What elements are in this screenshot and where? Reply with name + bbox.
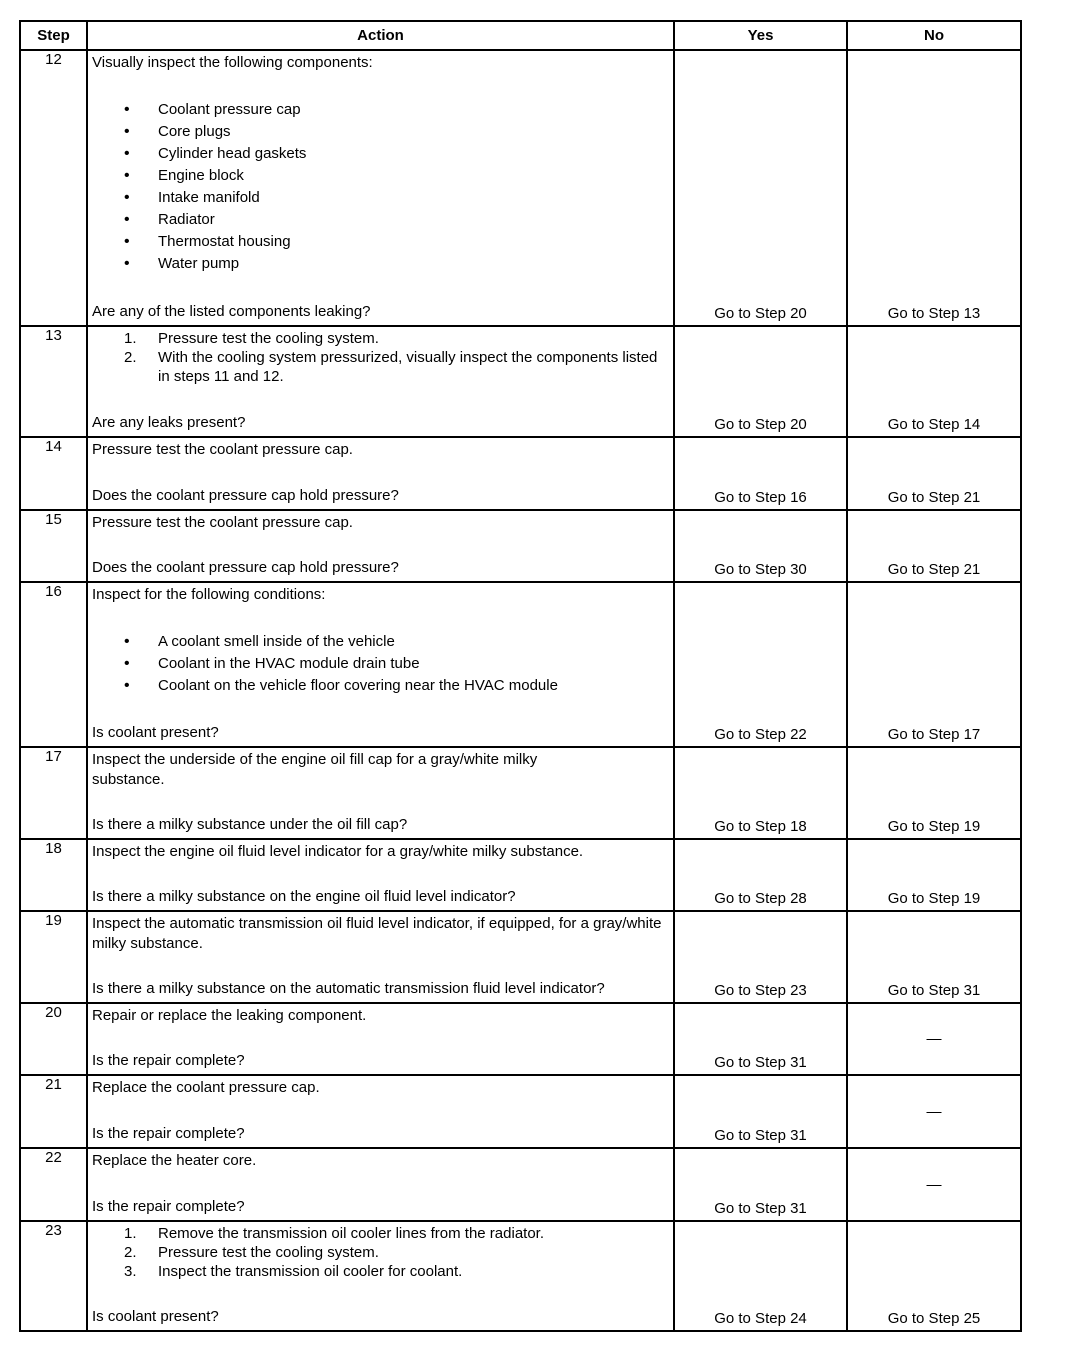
- list-item: 1. Remove the transmission oil cooler lines from the radiator.: [124, 1225, 545, 1242]
- yes-cell: [674, 1148, 847, 1221]
- yes-result: Go to Step 16: [714, 489, 807, 506]
- yes-cell: [674, 1003, 847, 1075]
- yes-result: Go to Step 31: [714, 1054, 807, 1071]
- yes-cell: [674, 326, 847, 437]
- no-cell: [847, 437, 1021, 510]
- yes-result: Go to Step 28: [714, 890, 807, 907]
- action-instruction: Repair or replace the leaking component.: [92, 1007, 367, 1024]
- yes-cell: [674, 1075, 847, 1148]
- list-item: • Coolant pressure cap: [92, 99, 673, 121]
- step-number: 23: [20, 1221, 87, 1331]
- list-item: • Water pump: [92, 253, 673, 275]
- no-result: Go to Step 21: [887, 561, 981, 578]
- action-question: Is the repair complete?: [92, 1052, 245, 1069]
- list-item: • Cylinder head gaskets: [92, 143, 673, 165]
- no-result: Go to Step 13: [887, 305, 981, 322]
- action-cell: [87, 326, 674, 437]
- yes-result: Go to Step 22: [714, 726, 807, 743]
- action-instruction: Replace the coolant pressure cap.: [92, 1079, 320, 1096]
- table-row: [20, 326, 1021, 437]
- table-row: [20, 510, 1021, 582]
- list-item: 1. Pressure test the cooling system.: [124, 330, 379, 347]
- header-step: Step: [20, 21, 87, 50]
- list-item: 2. Pressure test the cooling system.: [124, 1244, 379, 1261]
- table-row: [20, 839, 1021, 911]
- step-number: 16: [20, 582, 87, 747]
- yes-cell: [674, 1221, 847, 1331]
- action-cell: [87, 747, 674, 839]
- yes-result: Go to Step 23: [714, 982, 807, 999]
- action-question: Is there a milky substance under the oil fill cap?: [92, 816, 408, 833]
- step-number: 19: [20, 911, 87, 1003]
- header-yes: Yes: [674, 21, 847, 50]
- header-no: No: [847, 21, 1021, 50]
- no-cell: [847, 839, 1021, 911]
- yes-result: Go to Step 24: [714, 1310, 807, 1327]
- table-row: [20, 1148, 1021, 1221]
- action-question: Does the coolant pressure cap hold pressure?: [92, 559, 399, 576]
- table-row: [20, 1075, 1021, 1148]
- action-question: Are any leaks present?: [92, 414, 246, 431]
- step-number: 21: [20, 1075, 87, 1148]
- no-cell: [847, 582, 1021, 747]
- list-item: • Radiator: [92, 209, 673, 231]
- no-cell: [847, 510, 1021, 582]
- step-number: 20: [20, 1003, 87, 1075]
- no-result: Go to Step 31: [887, 982, 981, 999]
- action-cell: [87, 582, 674, 747]
- yes-result: Go to Step 31: [714, 1127, 807, 1144]
- step-number: 17: [20, 747, 87, 839]
- no-cell: [847, 1075, 1021, 1148]
- condition-list: [92, 631, 673, 697]
- diagnostic-procedure-table: [19, 20, 1022, 1332]
- action-cell: [87, 911, 674, 1003]
- action-cell: [87, 50, 674, 326]
- yes-cell: [674, 839, 847, 911]
- no-cell: [847, 50, 1021, 326]
- action-question: Is coolant present?: [92, 1308, 219, 1325]
- numbered-steps: [92, 329, 673, 386]
- action-instruction: Inspect the automatic transmission oil fluid level indicator, if equipped, for a gray/white milky substance.: [92, 915, 662, 952]
- action-question: Does the coolant pressure cap hold pressure?: [92, 487, 399, 504]
- step-number: 22: [20, 1148, 87, 1221]
- action-instruction: Inspect the underside of the engine oil fill cap for a gray/white milky substance.: [92, 751, 538, 788]
- yes-result: Go to Step 30: [714, 561, 807, 578]
- yes-cell: [674, 582, 847, 747]
- list-item: • Coolant on the vehicle floor covering near the HVAC module: [92, 675, 673, 697]
- header-action: Action: [87, 21, 674, 50]
- action-instruction: Inspect for the following conditions:: [92, 586, 326, 603]
- list-item: • Coolant in the HVAC module drain tube: [92, 653, 673, 675]
- step-number: 13: [20, 326, 87, 437]
- list-item: 3. Inspect the transmission oil cooler for coolant.: [124, 1263, 463, 1280]
- table-row: [20, 747, 1021, 839]
- action-question: Is there a milky substance on the automatic transmission fluid level indicator?: [92, 980, 605, 997]
- step-number: 14: [20, 437, 87, 510]
- no-result: Go to Step 14: [887, 416, 981, 433]
- no-result: —: [926, 1103, 942, 1120]
- action-cell: [87, 1221, 674, 1331]
- action-cell: [87, 510, 674, 582]
- action-instruction: Replace the heater core.: [92, 1152, 257, 1169]
- table-row: [20, 437, 1021, 510]
- list-item: • Engine block: [92, 165, 673, 187]
- no-result: Go to Step 17: [887, 726, 981, 743]
- table-row: [20, 50, 1021, 326]
- action-instruction: Inspect the engine oil fluid level indicator for a gray/white milky substance.: [92, 843, 584, 860]
- action-cell: [87, 839, 674, 911]
- no-result: —: [926, 1176, 942, 1193]
- action-question: Is the repair complete?: [92, 1198, 245, 1215]
- no-result: —: [926, 1030, 942, 1048]
- action-cell: [87, 1148, 674, 1221]
- list-item: • Core plugs: [92, 121, 673, 143]
- action-question: Is the repair complete?: [92, 1125, 245, 1142]
- action-cell: [87, 1075, 674, 1148]
- action-question: Are any of the listed components leaking?: [92, 303, 371, 320]
- yes-result: Go to Step 31: [714, 1200, 807, 1217]
- yes-cell: [674, 437, 847, 510]
- no-result: Go to Step 19: [887, 818, 981, 835]
- no-cell: [847, 1221, 1021, 1331]
- table-row: [20, 911, 1021, 1003]
- no-cell: [847, 1003, 1021, 1075]
- yes-result: Go to Step 20: [714, 416, 807, 433]
- table-header-row: [20, 21, 1021, 50]
- action-question: Is coolant present?: [92, 724, 219, 741]
- yes-cell: [674, 50, 847, 326]
- list-item: 2. With the cooling system pressurized, visually inspect the components listed in steps 11 and 12.: [124, 349, 658, 385]
- table-row: [20, 1003, 1021, 1075]
- table-row: [20, 582, 1021, 747]
- list-item: • Intake manifold: [92, 187, 673, 209]
- action-instruction: Visually inspect the following components:: [92, 54, 373, 71]
- action-question: Is there a milky substance on the engine oil fluid level indicator?: [92, 888, 516, 905]
- yes-cell: [674, 510, 847, 582]
- action-instruction: Pressure test the coolant pressure cap.: [92, 441, 353, 458]
- component-list: [92, 99, 673, 275]
- no-result: Go to Step 19: [887, 890, 981, 907]
- no-cell: [847, 1148, 1021, 1221]
- action-instruction: Pressure test the coolant pressure cap.: [92, 514, 353, 531]
- list-item: • Thermostat housing: [92, 231, 673, 253]
- yes-cell: [674, 911, 847, 1003]
- action-cell: [87, 437, 674, 510]
- yes-result: Go to Step 20: [714, 305, 807, 322]
- yes-cell: [674, 747, 847, 839]
- no-result: Go to Step 21: [887, 489, 981, 506]
- yes-result: Go to Step 18: [714, 818, 807, 835]
- list-item: • A coolant smell inside of the vehicle: [92, 631, 673, 653]
- no-cell: [847, 326, 1021, 437]
- step-number: 12: [20, 50, 87, 326]
- numbered-steps: [92, 1224, 673, 1281]
- no-cell: [847, 747, 1021, 839]
- table-row: [20, 1221, 1021, 1331]
- step-number: 15: [20, 510, 87, 582]
- step-number: 18: [20, 839, 87, 911]
- no-result: Go to Step 25: [887, 1310, 981, 1327]
- action-cell: [87, 1003, 674, 1075]
- no-cell: [847, 911, 1021, 1003]
